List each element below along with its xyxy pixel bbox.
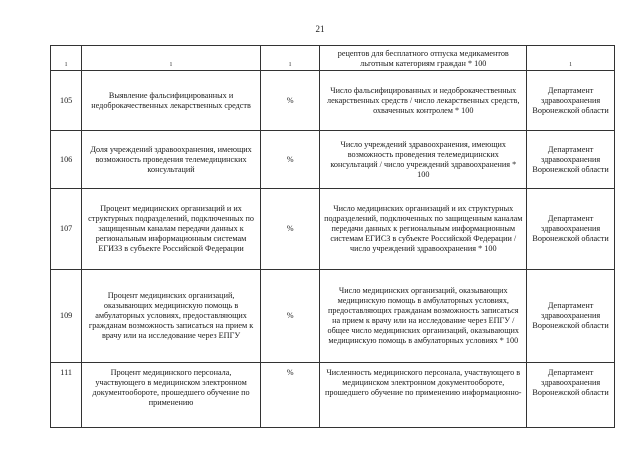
responsible-cell: Департамент здравоохранения Воронежской области [527,71,615,131]
unit-cell: ı [260,46,320,71]
indicator-name-cell: Процент медицинских организаций, оказывающих медицинскую помощь в амбулаторных условиях, предоставляющих гражданам возможность записаться на прием к врачу или на исследование через ЕПГУ [82,270,261,363]
indicator-name-cell: Выявление фальсифицированных и недоброкачественных лекарственных средств [82,71,261,131]
unit-cell: % [260,71,320,131]
formula-cell: Численность медицинского персонала, участвующего в медицинском электронном документообороте, прошедшего обучение по применению информационно- [320,363,527,428]
row-number-cell: 106 [51,131,82,189]
indicator-name-cell: ı [82,46,261,71]
indicator-name-cell: Процент медицинских организаций и их структурных подразделений, подключенных по защищенным каналам передачи данных к региональным информационным системам ЕГИЗЗ в субъекте Российской Федерации [82,189,261,270]
unit-cell: % [260,131,320,189]
table-row [51,363,615,428]
table-row [51,270,615,363]
responsible-cell: Департамент здравоохранения Воронежской области [527,131,615,189]
responsible-cell: Департамент здравоохранения Воронежской области [527,270,615,363]
table-row [51,189,615,270]
formula-cell: рецептов для бесплатного отпуска медикаментов льготным категориям граждан * 100 [320,46,527,71]
unit-cell: % [260,270,320,363]
responsible-cell: Департамент здравоохранения Воронежской области [527,363,615,428]
indicators-table [50,45,615,428]
formula-cell: Число медицинских организаций и их структурных подразделений, подключенных по защищенным каналам передачи данных к региональным информационным системам ЕГИСЗ в субъекте Российской Федерации / число учреждений здравоохранения * 100 [320,189,527,270]
table-row [51,71,615,131]
indicator-name-cell: Доля учреждений здравоохранения, имеющих возможность проведения телемедицинских консультаций [82,131,261,189]
responsible-cell: Департамент здравоохранения Воронежской области [527,189,615,270]
formula-cell: Число фальсифицированных и недоброкачественных лекарственных средств / число лекарственных средств, охваченных контролем * 100 [320,71,527,131]
table-row [51,131,615,189]
formula-cell: Число учреждений здравоохранения, имеющих возможность проведения телемедицинских консультаций / число учреждений здравоохранения * 100 [320,131,527,189]
unit-cell: % [260,363,320,428]
row-number-cell: ı [51,46,82,71]
responsible-cell: ı [527,46,615,71]
indicator-name-cell: Процент медицинского персонала, участвующего в медицинском электронном документообороте, прошедшего обучение по применению [82,363,261,428]
row-number-cell: 111 [51,363,82,428]
page-number: 21 [315,24,325,34]
unit-cell: % [260,189,320,270]
row-number-cell: 105 [51,71,82,131]
formula-cell: Число медицинских организаций, оказывающих медицинскую помощь в амбулаторных условиях, предоставляющих гражданам возможность записаться на прием к врачу или на исследование через ЕПГУ / общее число медицинских организаций, оказывающих медицинскую помощь в амбулаторных условиях * 100 [320,270,527,363]
row-number-cell: 109 [51,270,82,363]
row-number-cell: 107 [51,189,82,270]
table-row [51,46,615,71]
